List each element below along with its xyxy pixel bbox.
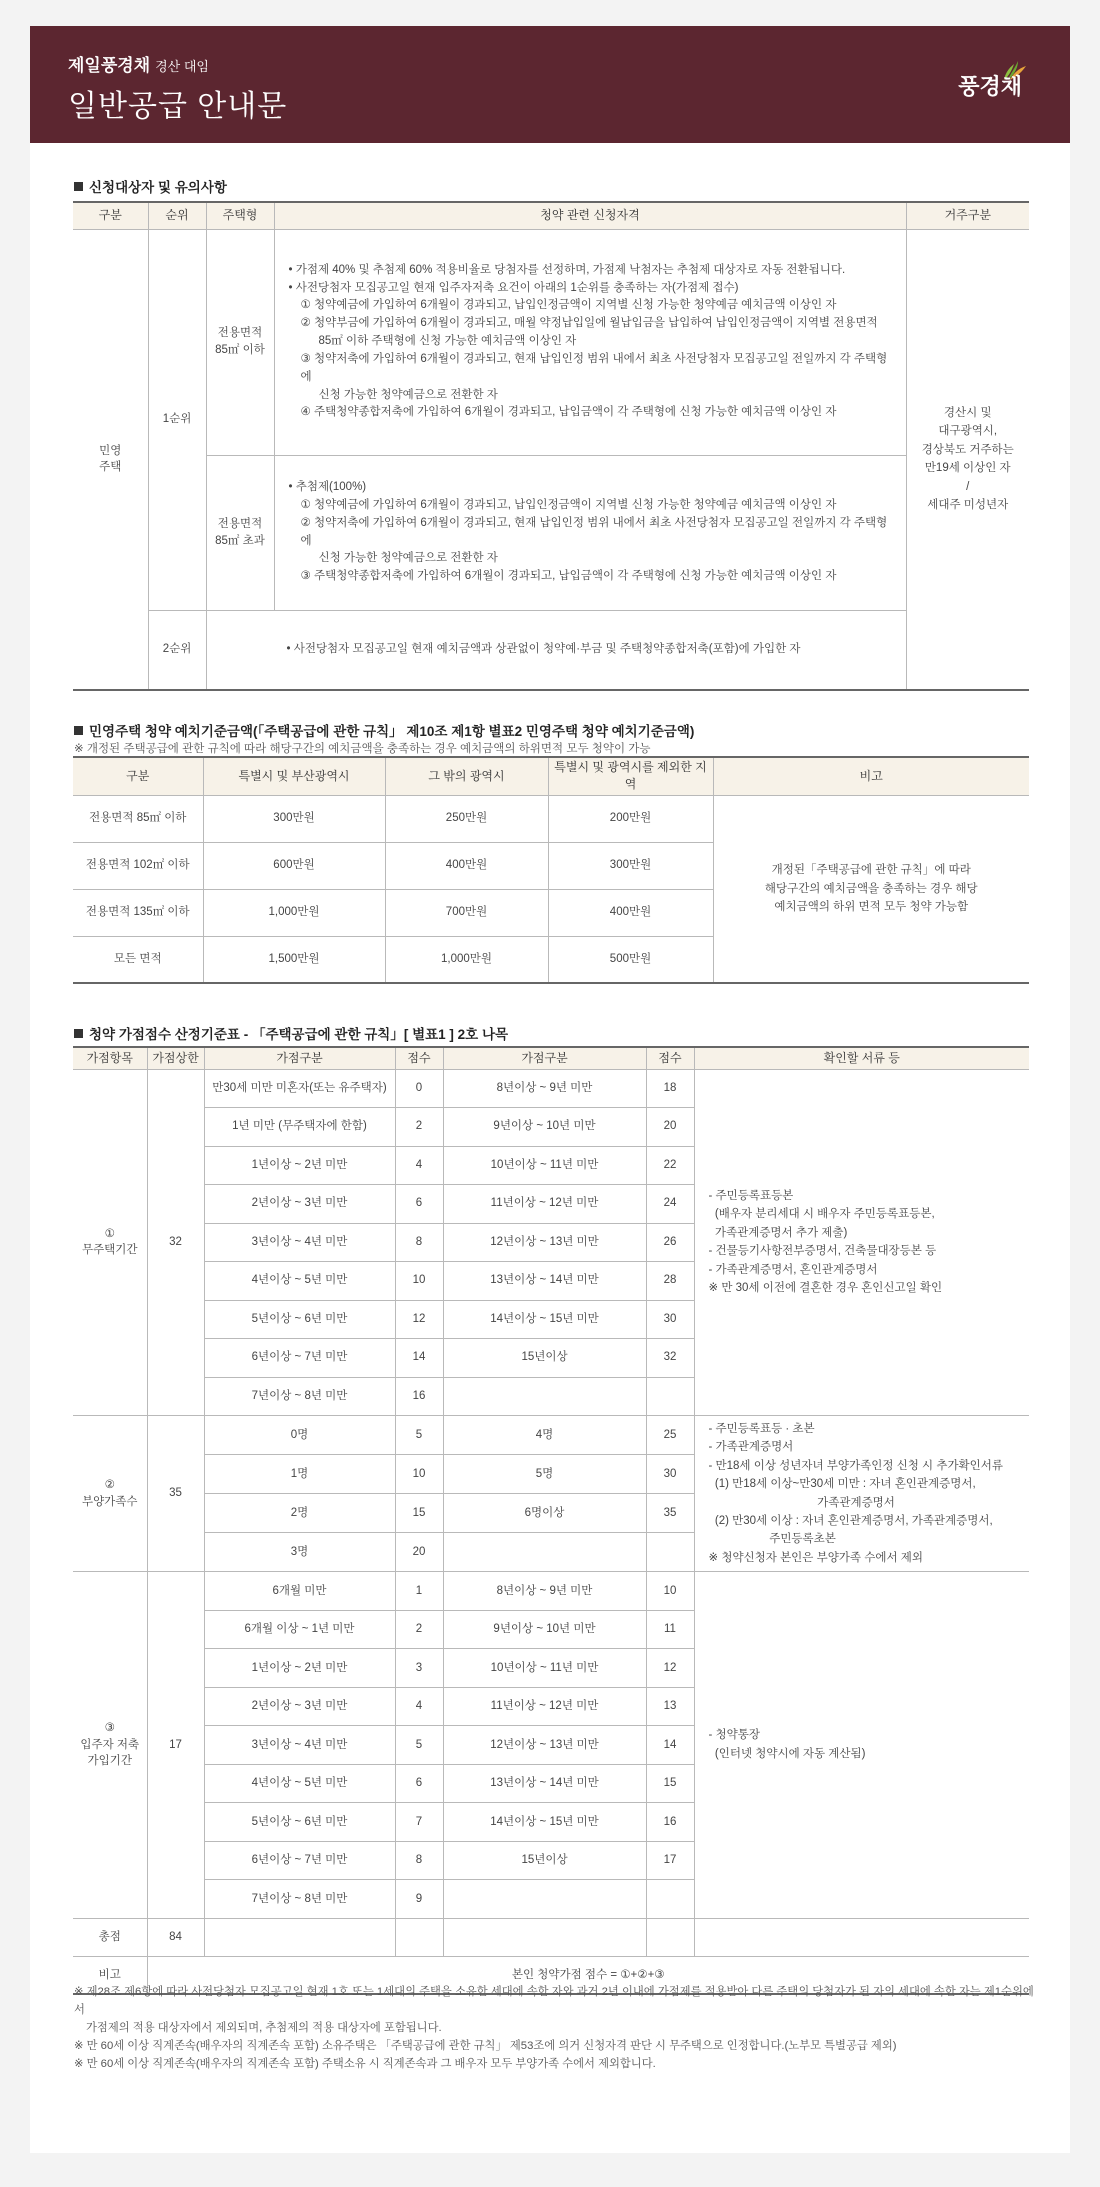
score-max-cell: 35: [147, 1416, 204, 1572]
score-point-cell: 32: [646, 1339, 694, 1378]
score-range-cell: 11년이상 ~ 12년 미만: [443, 1687, 646, 1726]
score-range-cell: 15년이상: [443, 1339, 646, 1378]
col-header: 비고: [713, 757, 1029, 795]
score-point-cell: 11: [646, 1610, 694, 1649]
table-cell: 전용면적 135㎡ 이하: [73, 889, 203, 936]
document-line: (1) 만18세 이상~만30세 미만 : 자녀 혼인관계증명서,: [708, 1478, 976, 1491]
col-header: 구분: [73, 202, 148, 229]
score-range-cell: 6년이상 ~ 7년 미만: [204, 1841, 395, 1880]
score-item-cell: ① 무주택기간: [73, 1069, 147, 1416]
residence-cell: 경산시 및 대구광역시, 경상북도 거주하는 만19세 이상인 자 / 세대주 미성년자: [906, 229, 1029, 690]
table-row: [73, 1416, 1029, 1455]
table-cell: 300만원: [203, 795, 385, 842]
document-line: 가족관계증명서 추가 제출): [708, 1226, 848, 1239]
section2-note: ※ 개정된 주택공급에 관한 규칙에 따라 해당구간의 예치금액을 충족하는 경우 예치금액의 하위면적 모두 청약이 가능: [74, 743, 651, 755]
score-item-cell: ② 부양가족수: [73, 1416, 147, 1572]
document-line: 주민등록초본: [708, 1533, 836, 1546]
qual-line: ② 청약저축에 가입하여 6개월이 경과되고, 현재 납입인정 범위 내에서 최초 사전당첨자 모집공고일 전일까지 각 주택형에: [300, 516, 888, 547]
score-point-cell: 18: [646, 1069, 694, 1108]
qualification-rank2: • 사전당첨자 모집공고일 현재 예치금액과 상관없이 청약예·부금 및 주택청약종합저축(포함)에 가입한 자: [206, 610, 906, 690]
document-line: (인터넷 청약시에 자동 계산됨): [708, 1747, 866, 1760]
score-point-cell: 14: [646, 1726, 694, 1765]
footnote: ※ 만 60세 이상 직계존속(배우자의 직계존속 포함) 소유주택은 「주택공급에 관한 규칙」 제53조에 의거 신청자격 판단 시 무주택으로 인정합니다.(노부모 특별공급 제외): [74, 2040, 897, 2053]
score-range-cell: 3년이상 ~ 4년 미만: [204, 1223, 395, 1262]
score-range-cell: 5명: [443, 1455, 646, 1494]
brand-location: 경산 대임: [155, 59, 209, 74]
score-body: [73, 1069, 1029, 1918]
score-point-cell: 0: [395, 1069, 443, 1108]
notice-page: [30, 26, 1070, 2153]
score-point-cell: 9: [395, 1880, 443, 1919]
section3-title: 청약 가점점수 산정기준표 - 「주택공급에 관한 규칙」[ 별표1 ] 2호 나목: [74, 1023, 508, 1043]
score-range-cell: 9년이상 ~ 10년 미만: [443, 1610, 646, 1649]
qual-line: ② 청약부금에 가입하여 6개월이 경과되고, 매월 약정납입일에 월납입금을 납입하여 납입인정금액이 지역별 전용면적: [300, 317, 878, 330]
score-range-cell: 12년이상 ~ 13년 미만: [443, 1223, 646, 1262]
score-point-cell: 16: [646, 1803, 694, 1842]
score-table: [73, 1046, 1029, 1995]
col-header: 가점구분: [443, 1047, 646, 1069]
table-cell: 700만원: [385, 889, 548, 936]
col-header: 청약 관련 신청자격: [274, 202, 906, 229]
table-row: [73, 1572, 1029, 1611]
qual-line: ③ 청약저축에 가입하여 6개월이 경과되고, 현재 납입인정 범위 내에서 최초 사전당첨자 모집공고일 전일까지 각 주택형에: [300, 352, 888, 383]
score-range-cell: 3명: [204, 1533, 395, 1572]
score-range-cell: 1년이상 ~ 2년 미만: [204, 1649, 395, 1688]
score-point-cell: 5: [395, 1416, 443, 1455]
score-point-cell: 25: [646, 1416, 694, 1455]
score-point-cell: 7: [395, 1803, 443, 1842]
total-label: 총점: [73, 1918, 147, 1956]
score-point-cell: 16: [395, 1377, 443, 1416]
table-cell: 1,000만원: [385, 936, 548, 983]
document-line: - 가족관계증명서, 혼인관계증명서: [708, 1263, 878, 1276]
document-line: (배우자 분리세대 시 배우자 주민등록표등본,: [708, 1208, 935, 1221]
document-line: (2) 만30세 이상 : 자녀 혼인관계증명서, 가족관계증명서,: [708, 1514, 993, 1527]
table-cell: 전용면적 85㎡ 이하: [73, 795, 203, 842]
score-point-cell: 10: [395, 1262, 443, 1301]
score-range-cell: 만30세 미만 미혼자(또는 유주택자): [204, 1069, 395, 1108]
score-point-cell: 14: [395, 1339, 443, 1378]
col-header: 특별시 및 부산광역시: [203, 757, 385, 795]
score-range-cell: 2명: [204, 1494, 395, 1533]
table-cell: 600만원: [203, 842, 385, 889]
score-range-cell: 2년이상 ~ 3년 미만: [204, 1687, 395, 1726]
score-range-cell: 12년이상 ~ 13년 미만: [443, 1726, 646, 1765]
score-point-cell: 30: [646, 1300, 694, 1339]
score-point-cell: 3: [395, 1649, 443, 1688]
score-range-cell: 4년이상 ~ 5년 미만: [204, 1262, 395, 1301]
score-range-cell: 5년이상 ~ 6년 미만: [204, 1803, 395, 1842]
rank-cell: 1순위: [148, 229, 206, 610]
score-range-cell: 4명: [443, 1416, 646, 1455]
housing-type-cell: 전용면적 85㎡ 이하: [206, 229, 274, 455]
score-point-cell: 12: [646, 1649, 694, 1688]
remark-value: 본인 청약가점 점수 = ①+②+③: [147, 1956, 1029, 1994]
score-range-cell: 8년이상 ~ 9년 미만: [443, 1069, 646, 1108]
remark-label: 비고: [73, 1956, 147, 1994]
document-line: - 청약통장: [708, 1729, 760, 1742]
score-point-cell: 35: [646, 1494, 694, 1533]
score-point-cell: 12: [395, 1300, 443, 1339]
footnotes: [74, 1983, 1034, 2073]
table-row: [73, 1069, 1029, 1108]
score-range-cell: 0명: [204, 1416, 395, 1455]
col-header: 점수: [646, 1047, 694, 1069]
document-line: 가족관계증명서: [708, 1496, 895, 1509]
score-point-cell: 24: [646, 1185, 694, 1224]
score-point-cell: 15: [395, 1494, 443, 1533]
section1-title: 신청대상자 및 유의사항: [74, 176, 227, 196]
score-point-cell: 4: [395, 1146, 443, 1185]
score-point-cell: 2: [395, 1108, 443, 1147]
score-range-cell: 7년이상 ~ 8년 미만: [204, 1880, 395, 1919]
score-range-cell: 6개월 이상 ~ 1년 미만: [204, 1610, 395, 1649]
footnote: ※ 제28조 제6항에 따라 사전당첨자 모집공고일 현재 1호 또는 1세대의 주택을 소유한 세대에 속한 자와 과거 2년 이내에 가점제를 적용받아 다른 주택의 당첨자가 된 자의 세대에 속한 자는 제1순위에서: [74, 1986, 1034, 2017]
col-header: 가점항목: [73, 1047, 147, 1069]
documents-cell: [694, 1572, 1029, 1919]
document-line: - 만18세 이상 성년자녀 부양가족인정 신청 시 추가확인서류: [708, 1459, 1003, 1472]
score-range-cell: 4년이상 ~ 5년 미만: [204, 1764, 395, 1803]
qual-line: ③ 주택청약종합저축에 가입하여 6개월이 경과되고, 납입금액이 각 주택형에 신청 가능한 예치금액 이상인 자: [300, 570, 837, 583]
score-point-cell: 15: [646, 1764, 694, 1803]
col-header: 가점구분: [204, 1047, 395, 1069]
documents-cell: [694, 1069, 1029, 1416]
document-line: - 건물등기사항전부증명서, 건축물대장등본 등: [708, 1245, 937, 1258]
score-point-cell: [646, 1377, 694, 1416]
qual-line: 신청 가능한 청약예금으로 전환한 자: [318, 388, 498, 401]
document-line: ※ 만 30세 이전에 결혼한 경우 혼인신고일 확인: [708, 1282, 943, 1295]
score-point-cell: 28: [646, 1262, 694, 1301]
col-header: 점수: [395, 1047, 443, 1069]
table-cell: 250만원: [385, 795, 548, 842]
score-point-cell: [646, 1880, 694, 1919]
score-range-cell: 10년이상 ~ 11년 미만: [443, 1649, 646, 1688]
score-range-cell: 1년이상 ~ 2년 미만: [204, 1146, 395, 1185]
score-max-cell: 32: [147, 1069, 204, 1416]
score-point-cell: 8: [395, 1223, 443, 1262]
document-line: - 주민등록표등 · 초본: [708, 1423, 815, 1435]
table-cell: 500만원: [548, 936, 713, 983]
rank-cell: 2순위: [148, 610, 206, 690]
score-range-cell: [443, 1880, 646, 1919]
qual-line: 신청 가능한 청약예금으로 전환한 자: [318, 552, 498, 565]
score-range-cell: 11년이상 ~ 12년 미만: [443, 1185, 646, 1224]
score-range-cell: 5년이상 ~ 6년 미만: [204, 1300, 395, 1339]
score-range-cell: 3년이상 ~ 4년 미만: [204, 1726, 395, 1765]
document-line: ※ 청약신청자 본인은 부양가족 수에서 제외: [708, 1551, 923, 1564]
eligibility-table: [73, 201, 1029, 691]
qual-line: • 추첨제(100%): [288, 481, 367, 494]
table-cell: 1,500만원: [203, 936, 385, 983]
score-point-cell: 13: [646, 1687, 694, 1726]
footnote: 가점제의 적용 대상자에서 제외되며, 추첨제의 적용 대상자에 포함됩니다.: [86, 2022, 442, 2035]
score-item-cell: ③ 입주자 저축 가입기간: [73, 1572, 147, 1919]
score-point-cell: 10: [646, 1572, 694, 1611]
table-cell: 전용면적 102㎡ 이하: [73, 842, 203, 889]
header-banner: [30, 26, 1070, 143]
qual-line: • 사전당첨자 모집공고일 현재 입주자저축 요건이 아래의 1순위를 충족하는 자(가점제 접수): [288, 281, 739, 294]
score-range-cell: 10년이상 ~ 11년 미만: [443, 1146, 646, 1185]
score-point-cell: 30: [646, 1455, 694, 1494]
qual-line: ④ 주택청약종합저축에 가입하여 6개월이 경과되고, 납입금액이 각 주택형에 신청 가능한 예치금액 이상인 자: [300, 406, 837, 419]
page-title: 일반공급 안내문: [68, 90, 288, 123]
table-cell: 400만원: [385, 842, 548, 889]
qual-line: ① 청약예금에 가입하여 6개월이 경과되고, 납입인정금액이 지역별 신청 가능한 청약예금 예치금액 이상인 자: [300, 498, 837, 511]
deposit-table: [73, 756, 1029, 984]
score-point-cell: 6: [395, 1185, 443, 1224]
score-range-cell: [443, 1533, 646, 1572]
table-cell: 400만원: [548, 889, 713, 936]
brand-name: 제일풍경채 경산 대임: [68, 56, 209, 75]
col-header: 거주구분: [906, 202, 1029, 229]
col-header: 구분: [73, 757, 203, 795]
brand-logo-text: 풍경채: [958, 74, 1022, 99]
table-cell: 300만원: [548, 842, 713, 889]
score-point-cell: 20: [646, 1108, 694, 1147]
table-cell: 모든 면적: [73, 936, 203, 983]
col-header: 특별시 및 광역시를 제외한 지역: [548, 757, 713, 795]
footnote: ※ 만 60세 이상 직계존속(배우자의 직계존속 포함) 주택소유 시 직계존속과 그 배우자 모두 부양가족 수에서 제외합니다.: [74, 2058, 656, 2071]
col-header: 주택형: [206, 202, 274, 229]
score-point-cell: 8: [395, 1841, 443, 1880]
score-point-cell: 26: [646, 1223, 694, 1262]
score-range-cell: 7년이상 ~ 8년 미만: [204, 1377, 395, 1416]
score-max-cell: 17: [147, 1572, 204, 1919]
score-range-cell: 8년이상 ~ 9년 미만: [443, 1572, 646, 1611]
documents-cell: [694, 1416, 1029, 1572]
qualification-small: [274, 229, 906, 455]
qual-line: 85㎡ 이하 주택형에 신청 가능한 예치금액 이상인 자: [318, 335, 577, 348]
score-point-cell: 10: [395, 1455, 443, 1494]
housing-type-cell: 전용면적 85㎡ 초과: [206, 455, 274, 610]
score-range-cell: [443, 1377, 646, 1416]
score-range-cell: 6명이상: [443, 1494, 646, 1533]
document-line: - 주민등록표등본: [708, 1190, 794, 1203]
score-range-cell: 9년이상 ~ 10년 미만: [443, 1108, 646, 1147]
score-range-cell: 14년이상 ~ 15년 미만: [443, 1803, 646, 1842]
score-point-cell: 20: [395, 1533, 443, 1572]
score-range-cell: 13년이상 ~ 14년 미만: [443, 1262, 646, 1301]
score-range-cell: 13년이상 ~ 14년 미만: [443, 1764, 646, 1803]
score-range-cell: 1명: [204, 1455, 395, 1494]
score-point-cell: 17: [646, 1841, 694, 1880]
table-cell: 1,000만원: [203, 889, 385, 936]
score-range-cell: 2년이상 ~ 3년 미만: [204, 1185, 395, 1224]
score-range-cell: 1년 미만 (무주택자에 한함): [204, 1108, 395, 1147]
section2-title: 민영주택 청약 예치기준금액(「주택공급에 관한 규칙」 제10조 제1항 별표2 민영주택 청약 예치기준금액): [74, 720, 694, 740]
score-point-cell: 2: [395, 1610, 443, 1649]
score-point-cell: [646, 1533, 694, 1572]
qual-line: ① 청약예금에 가입하여 6개월이 경과되고, 납입인정금액이 지역별 신청 가능한 청약예금 예치금액 이상인 자: [300, 299, 837, 312]
score-point-cell: 4: [395, 1687, 443, 1726]
score-point-cell: 6: [395, 1764, 443, 1803]
score-point-cell: 1: [395, 1572, 443, 1611]
category-cell: 민영 주택: [73, 229, 148, 690]
remark-cell: 개정된「주택공급에 관한 규칙」에 따라 해당구간의 예치금액을 충족하는 경우 해당 예치금액의 하위 면적 모두 청약 가능함: [713, 795, 1029, 983]
document-line: - 가족관계증명서: [708, 1441, 794, 1454]
score-point-cell: 22: [646, 1146, 694, 1185]
score-range-cell: 14년이상 ~ 15년 미만: [443, 1300, 646, 1339]
table-cell: 200만원: [548, 795, 713, 842]
score-range-cell: 6개월 미만: [204, 1572, 395, 1611]
total-value: 84: [147, 1918, 204, 1956]
col-header: 확인할 서류 등: [694, 1047, 1029, 1069]
qualification-large: [274, 455, 906, 610]
score-range-cell: 6년이상 ~ 7년 미만: [204, 1339, 395, 1378]
col-header: 순위: [148, 202, 206, 229]
score-point-cell: 5: [395, 1726, 443, 1765]
col-header: 그 밖의 광역시: [385, 757, 548, 795]
score-range-cell: 15년이상: [443, 1841, 646, 1880]
col-header: 가점상한: [147, 1047, 204, 1069]
qual-line: • 가점제 40% 및 추첨제 60% 적용비율로 당첨자를 선정하며, 가점제 낙첨자는 추첨제 대상자로 자동 전환됩니다.: [288, 263, 846, 276]
